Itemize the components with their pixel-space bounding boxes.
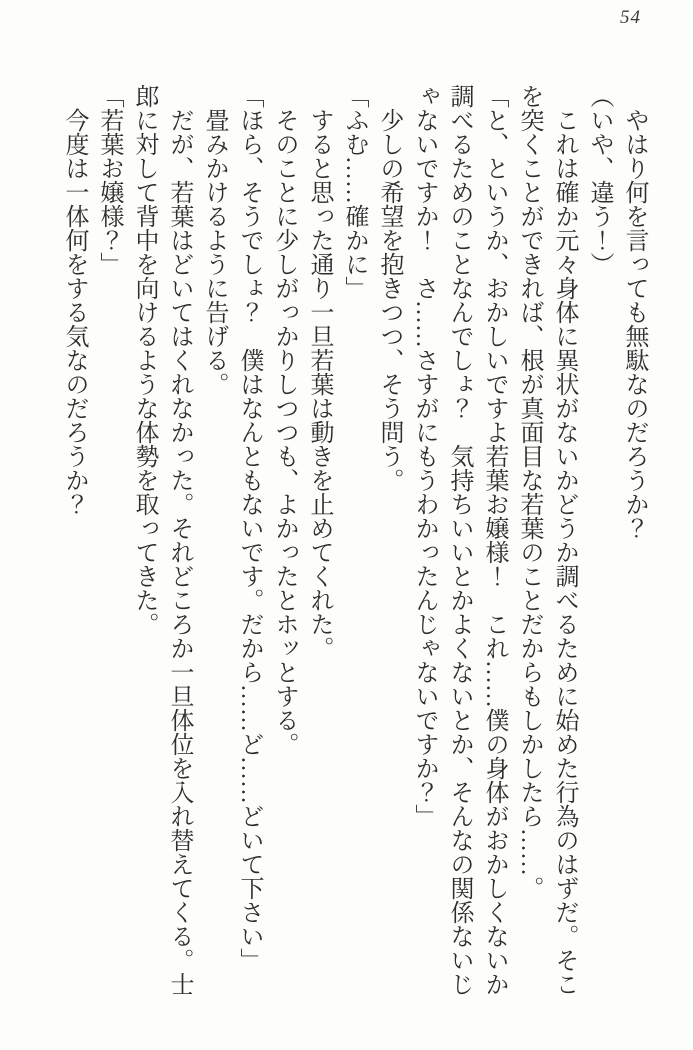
page-number: 54 [620, 7, 641, 28]
paragraph: だが、若葉はどいてはくれなかった。それどころか一旦体位を入れ替えてくる。士郎に対して背中を向けるような体勢を取ってきた。 [131, 84, 192, 996]
paragraph: やはり何を言っても無駄なのだろうか？ [621, 84, 647, 540]
paragraph: 「ふむ……確かに」 [341, 84, 367, 300]
paragraph: すると思った通り一旦若葉は動きを止めてくれた。 [306, 84, 332, 660]
paragraph: 畳みかけるように告げる。 [201, 84, 227, 396]
paragraph: 「ほら、そうでしょ？ 僕はなんともないです。だから……ど……どいて下さい」 [236, 84, 262, 972]
vertical-text-block [56, 84, 651, 996]
paragraph: 今度は一体何をする気なのだろうか？ [61, 84, 87, 516]
paragraph: 少しの希望を抱きつつ、そう問う。 [376, 84, 402, 492]
paragraph: （いや、違う！） [586, 84, 612, 276]
paragraph: 「若葉お嬢様？」 [96, 84, 122, 276]
paragraph: 「と、というか、おかしいですよ若葉お嬢様！ これ……僕の身体がおかしくないか調べるためのことなんでしょ？ 気持ちいいとかよくないとか、そんなの関係ないじゃないですか！ さ……さすがにもうわかったんじゃないですか？」 [411, 84, 507, 996]
paragraph: これは確か元々身体に異状がないかどうか調べるために始めた行為のはずだ。そこを突くことができれば、根が真面目な若葉のことだからもしかしたら……。 [516, 84, 577, 996]
paragraph: そのことに少しがっかりしつつも、よかったとホッとする。 [271, 84, 297, 756]
